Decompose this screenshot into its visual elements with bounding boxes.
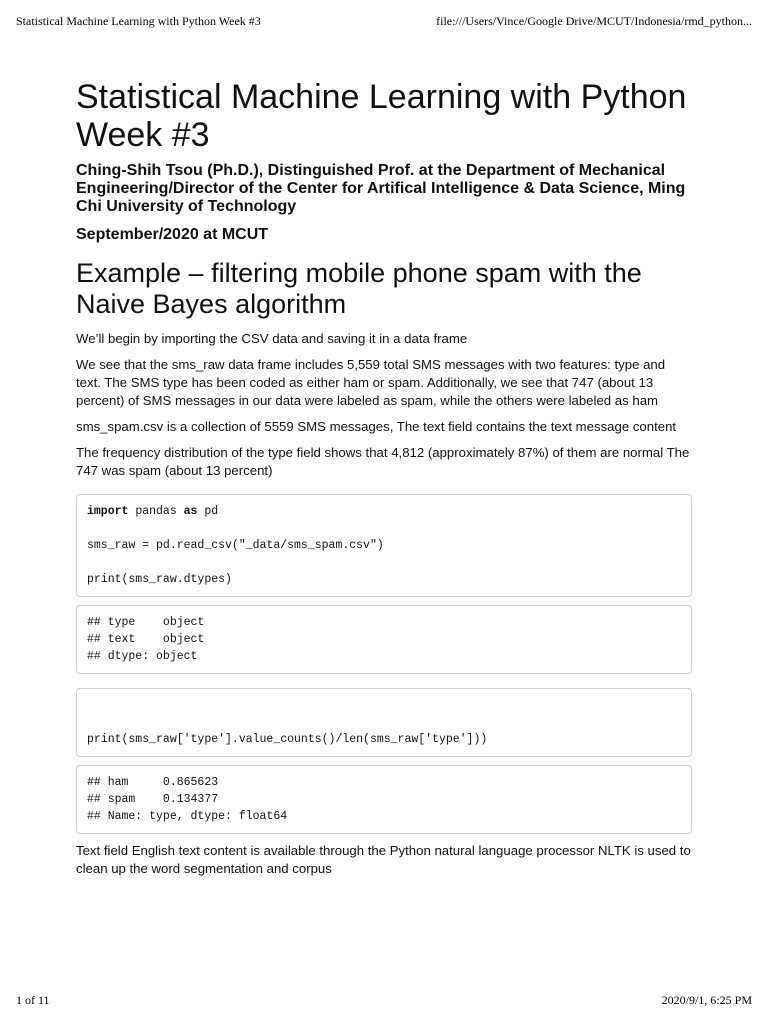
page-title: Statistical Machine Learning with Python Week #3: [76, 78, 687, 154]
output-line: ## spam 0.134377: [87, 793, 219, 806]
print-header-title: Statistical Machine Learning with Python Week #3: [16, 14, 261, 28]
code-blank-line: [87, 697, 681, 714]
code-token: pd: [197, 505, 219, 518]
paragraph: Text field English text content is available through the Python natural language processor NLTK is used to clean up the word segmentation and corpus: [76, 843, 691, 876]
section-title: Example – filtering mobile phone spam with the Naive Bayes algorithm: [76, 258, 642, 319]
date-line: September/2020 at MCUT: [76, 226, 269, 243]
code-line: sms_raw = pd.read_csv("_data/sms_spam.csv"): [87, 539, 384, 552]
output-line: ## type object: [87, 616, 205, 629]
code-block-import: [76, 494, 692, 597]
code-line: [87, 503, 681, 520]
output-block-dtypes: [76, 605, 692, 674]
keyword: as: [183, 505, 198, 518]
output-line: ## ham 0.865623: [87, 776, 219, 789]
page-count: 1 of 11: [16, 993, 50, 1007]
paragraph: We see that the sms_raw data frame includes 5,559 total SMS messages with two features: type and text. The SMS type has been coded as either ham or spam. Additionally, we see that 747 (about 13 percent) of SMS messages in our data were labeled as spam, while the others were labeled as ham: [76, 357, 666, 408]
code-line: print(sms_raw.dtypes): [87, 573, 232, 586]
print-header-url: file:///Users/Vince/Google Drive/MCUT/Indonesia/rmd_python...: [436, 14, 752, 28]
output-line: ## Name: type, dtype: float64: [87, 810, 288, 823]
paragraph: The frequency distribution of the type field shows that 4,812 (approximately 87%) of them are normal The 747 was spam (about 13 percent): [76, 445, 690, 478]
code-blank-line: [87, 520, 681, 537]
code-blank-line: [87, 714, 681, 731]
paragraph: We’ll begin by importing the CSV data and saving it in a data frame: [76, 331, 468, 346]
document-body: [76, 78, 692, 886]
print-footer: [16, 993, 752, 1008]
code-block-value-counts: [76, 688, 692, 757]
print-header: [16, 14, 752, 29]
code-token: pandas: [128, 505, 184, 518]
code-line: print(sms_raw['type'].value_counts()/len(sms_raw['type'])): [87, 733, 488, 746]
code-blank-line: [87, 554, 681, 571]
author-line: Ching-Shih Tsou (Ph.D.), Distinguished Prof. at the Department of Mechanical Engineering/Director of the Center for Artifical Intelligence & Data Science, Ming Chi University of Technology: [76, 162, 686, 215]
keyword: import: [87, 505, 129, 518]
print-timestamp: 2020/9/1, 6:25 PM: [661, 993, 752, 1007]
output-block-value-counts: [76, 765, 692, 834]
output-line: ## text object: [87, 633, 205, 646]
output-line: ## dtype: object: [87, 650, 198, 663]
paragraph: sms_spam.csv is a collection of 5559 SMS messages, The text field contains the text message content: [76, 419, 677, 434]
